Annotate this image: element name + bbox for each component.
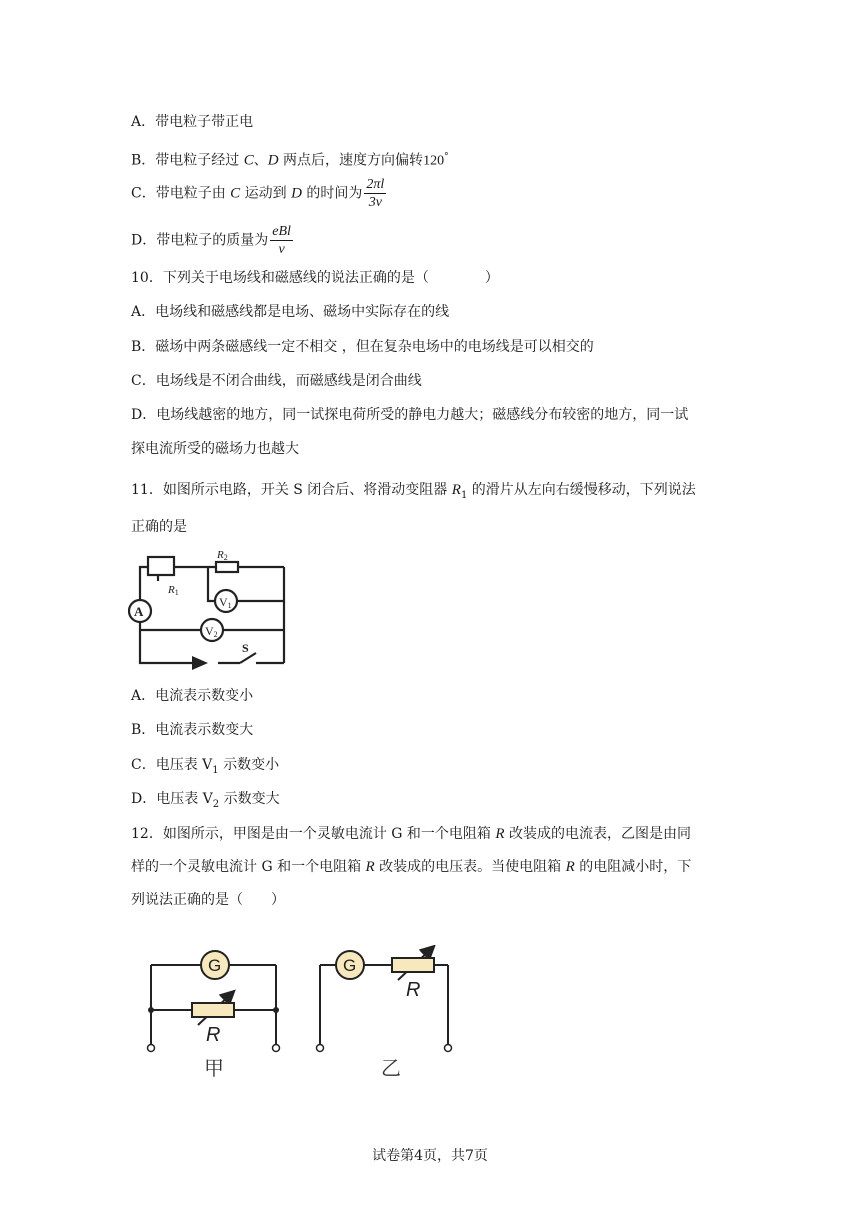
- q11-option-c: C．电压表 $V_1$ 示数变小: [131, 757, 280, 776]
- page-footer: 试卷第4页，共7页: [372, 1148, 488, 1164]
- q10-option-a: A．电场线和磁感线都是电场、磁场中实际存在的线: [131, 304, 450, 320]
- resistor-right-label: R: [406, 979, 421, 1001]
- q11-stem: 11．如图所示电路，开关 S 闭合后、将滑动变阻器 $R_1$ 的滑片从左向右缓慢移动，下列说法: [131, 482, 696, 501]
- r1-label: R1: [168, 584, 179, 597]
- time-fraction: $\frac{2\pi l}{3v}$: [366, 177, 385, 210]
- v1-label: V1: [219, 595, 232, 610]
- q11-option-a: A．电流表示数变小: [131, 688, 254, 704]
- q10-option-c: C．电场线是不闭合曲线，而磁感线是闭合曲线: [131, 373, 422, 389]
- q12-stem-cont: 样的一个灵敏电流计 G 和一个电阻箱 R 改装成的电压表。当使电阻箱 R 的电阻减小时，下: [131, 859, 692, 875]
- caption-right: 乙: [381, 1056, 401, 1080]
- q10-option-d-cont: 探电流所受的磁场力也越大: [131, 441, 299, 457]
- mass-fraction: $\frac{\text{eBl}}{v}$: [272, 224, 291, 257]
- q11-stem-cont: 正确的是: [131, 519, 187, 535]
- q10-stem: 10．下列关于电场线和磁感线的说法正确的是（ ）: [131, 270, 499, 286]
- switch-label: S: [242, 641, 249, 655]
- q11-option-b: B．电流表示数变大: [131, 722, 254, 738]
- q11-option-d: D．电压表 $V_2$ 示数变大: [131, 791, 280, 810]
- q9-option-c: C．带电粒子由 C 运动到 D 的时间为 $\frac{2\pi l}{3v}$: [131, 177, 385, 210]
- r2-label: R2: [217, 549, 228, 562]
- q10-option-b: B．磁场中两条磁感线一定不相交 ，但在复杂电场中的电场线是可以相交的: [131, 339, 594, 355]
- q9-option-b: B．带电粒子经过 C、D 两点后，速度方向偏转120°: [131, 152, 449, 169]
- resistor-left-label: R: [206, 1024, 221, 1046]
- q9-option-a: A．带电粒子带正电: [131, 114, 254, 130]
- q10-option-d: D．电场线越密的地方，同一试探电荷所受的静电力越大；磁感线分布较密的地方，同一试: [131, 407, 689, 423]
- v2-label: V2: [205, 624, 218, 639]
- q12-stem-end: 列说法正确的是（ ）: [131, 892, 285, 908]
- q11-circuit-diagram: [128, 545, 293, 677]
- caption-left: 甲: [204, 1056, 224, 1080]
- galvanometer-right-label: G: [343, 956, 357, 975]
- q12-stem: 12．如图所示，甲图是由一个灵敏电流计 G 和一个电阻箱 R 改装成的电流表，乙图是由同: [131, 826, 691, 842]
- ammeter-label: A: [134, 604, 144, 619]
- galvanometer-left-label: G: [208, 956, 222, 975]
- q12-circuit-diagrams: [138, 945, 468, 1080]
- q9-option-d: D．带电粒子的质量为 $\frac{\text{eBl}}{v}$: [131, 224, 291, 257]
